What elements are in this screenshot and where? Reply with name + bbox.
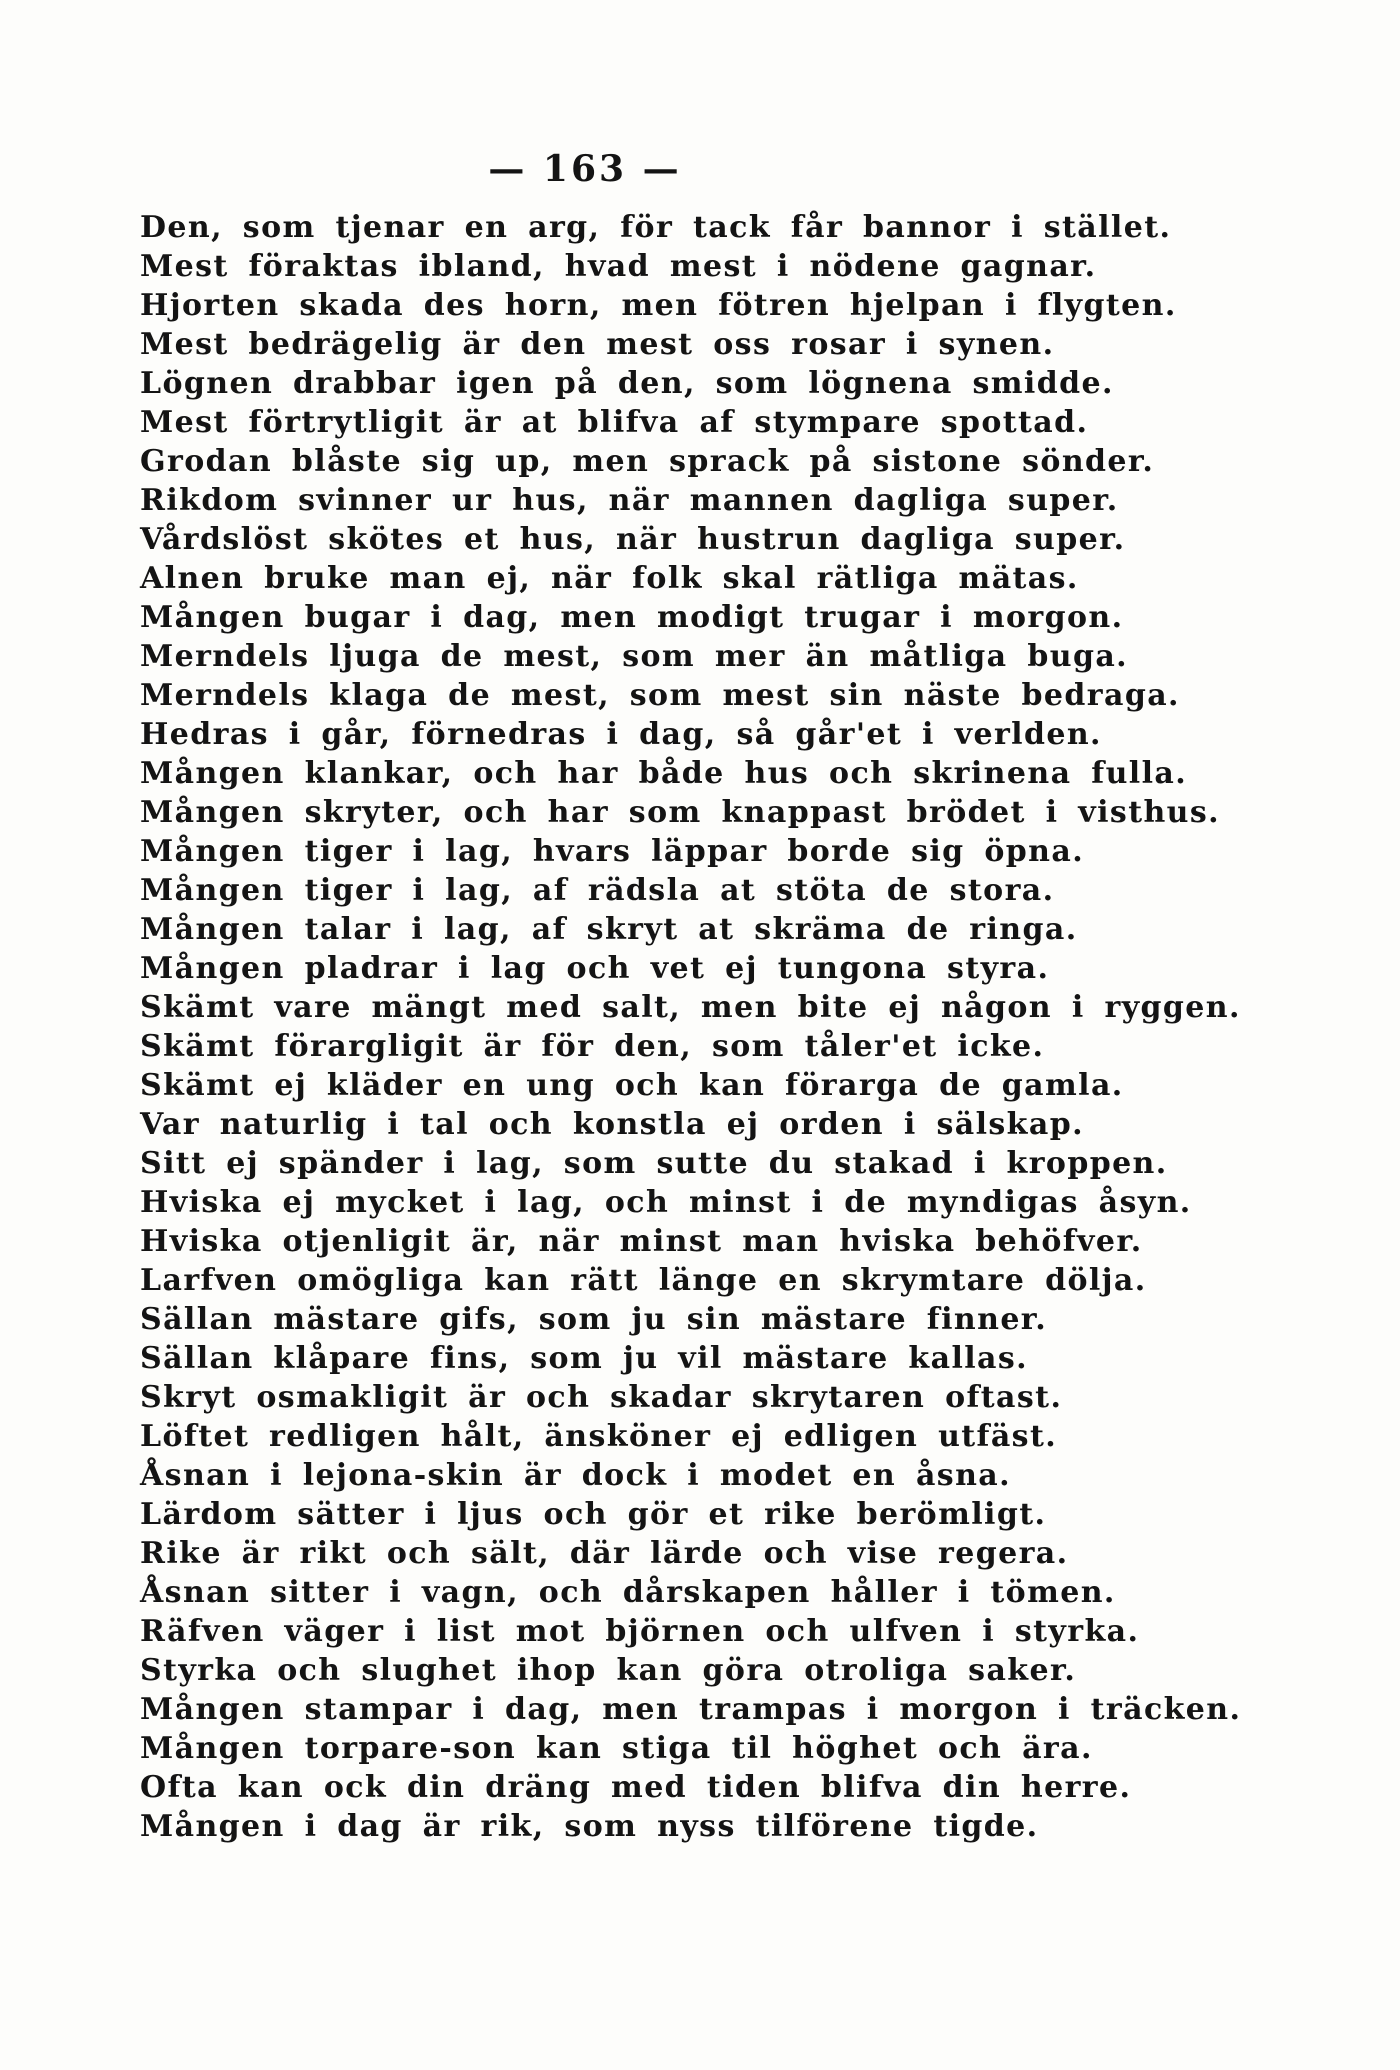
verse-list <box>140 208 1242 1846</box>
verse-line: Mången bugar i dag, men modigt trugar i morgon. <box>140 600 1124 635</box>
verse-line: Mången tiger i lag, af rädsla at stöta de stora. <box>140 873 1055 908</box>
verse-line: Skämt vare mängt med salt, men bite ej någon i ryggen. <box>140 990 1241 1025</box>
verse-line: Skryt osmakligit är och skadar skrytaren oftast. <box>140 1380 1063 1415</box>
verse-line: Hviska ej mycket i lag, och minst i de myndigas åsyn. <box>140 1185 1192 1220</box>
verse-line: Larfven omögliga kan rätt länge en skrymtare dölja. <box>140 1263 1147 1298</box>
page-number: — 163 — <box>488 148 682 190</box>
verse-line: Hjorten skada des horn, men fötren hjelpan i flygten. <box>140 288 1177 323</box>
verse-line: Åsnan i lejona-skin är dock i modet en åsna. <box>140 1458 1011 1493</box>
verse-line: Mången tiger i lag, hvars läppar borde sig öpna. <box>140 834 1085 869</box>
verse-line: Rikdom svinner ur hus, när mannen dagliga super. <box>140 483 1119 518</box>
verse-line: Hedras i går, förnedras i dag, så går'et i verlden. <box>140 717 1102 752</box>
verse-line: Grodan blåste sig up, men sprack på sistone sönder. <box>140 444 1155 479</box>
verse-line: Åsnan sitter i vagn, och dårskapen håller i tömen. <box>140 1575 1116 1610</box>
verse-line: Styrka och slughet ihop kan göra otroliga saker. <box>140 1653 1077 1688</box>
verse-line: Mången torpare-son kan stiga til höghet och ära. <box>140 1731 1093 1766</box>
verse-line: Skämt ej kläder en ung och kan förarga de gamla. <box>140 1068 1124 1103</box>
verse-line: Merndels ljuga de mest, som mer än måtliga buga. <box>140 639 1129 674</box>
verse-line: Den, som tjenar en arg, för tack får bannor i stället. <box>140 210 1172 245</box>
verse-line: Vårdslöst skötes et hus, när hustrun dagliga super. <box>140 522 1126 557</box>
verse-line: Var naturlig i tal och konstla ej orden i sälskap. <box>140 1107 1084 1142</box>
verse-line: Hviska otjenligit är, när minst man hviska behöfver. <box>140 1224 1143 1259</box>
verse-line: Sitt ej spänder i lag, som sutte du stakad i kroppen. <box>140 1146 1168 1181</box>
verse-line: Mången talar i lag, af skryt at skräma de ringa. <box>140 912 1078 947</box>
verse-line: Löftet redligen hålt, änsköner ej edligen utfäst. <box>140 1419 1058 1454</box>
verse-line: Mest bedrägelig är den mest oss rosar i synen. <box>140 327 1055 362</box>
verse-line: Mången pladrar i lag och vet ej tungona styra. <box>140 951 1050 986</box>
verse-line: Mången i dag är rik, som nyss tilförene tigde. <box>140 1809 1039 1844</box>
verse-line: Skämt förargligit är för den, som tåler'et icke. <box>140 1029 1045 1064</box>
verse-line: Räfven väger i list mot björnen och ulfven i styrka. <box>140 1614 1140 1649</box>
verse-line: Mången klankar, och har både hus och skrinena fulla. <box>140 756 1188 791</box>
verse-line: Sällan klåpare fins, som ju vil mästare kallas. <box>140 1341 1029 1376</box>
verse-line: Mest föraktas ibland, hvad mest i nödene gagnar. <box>140 249 1097 284</box>
verse-line: Mången stampar i dag, men trampas i morgon i träcken. <box>140 1692 1242 1727</box>
verse-line: Lögnen drabbar igen på den, som lögnena smidde. <box>140 366 1114 401</box>
verse-line: Alnen bruke man ej, när folk skal rätliga mätas. <box>140 561 1079 596</box>
verse-line: Merndels klaga de mest, som mest sin näste bedraga. <box>140 678 1180 713</box>
verse-line: Mången skryter, och har som knappast brödet i visthus. <box>140 795 1221 830</box>
verse-line: Lärdom sätter i ljus och gör et rike berömligt. <box>140 1497 1047 1532</box>
verse-line: Ofta kan ock din dräng med tiden blifva din herre. <box>140 1770 1132 1805</box>
verse-line: Sällan mästare gifs, som ju sin mästare finner. <box>140 1302 1048 1337</box>
verse-line: Mest förtrytligit är at blifva af stympare spottad. <box>140 405 1089 440</box>
verse-line: Rike är rikt och sält, där lärde och vise regera. <box>140 1536 1069 1571</box>
